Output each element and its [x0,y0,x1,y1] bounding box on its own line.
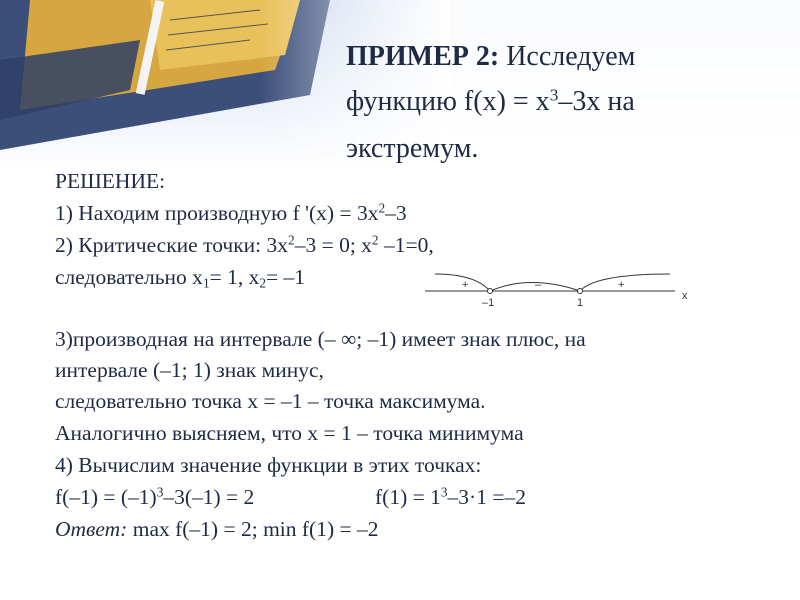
step-1-sup: 2 [378,200,386,216]
sign-2: – [535,279,542,291]
step-2-c: –1=0, [378,233,434,257]
step-1-text: 1) Находим производную f '(x) = 3x [55,201,379,225]
axis-label-x: x [682,290,688,302]
step-3-line4: Аналогично выясняем, что x = 1 – точка минимума [55,421,524,445]
step-2-sup1: 2 [288,232,295,248]
title-line2-tail: –3x на [558,86,635,117]
calc-line-b [375,485,526,510]
point-one [578,289,583,294]
step-2-sup2: 2 [371,232,379,248]
step-3-line2: интервале (–1; 1) знак минус, [55,358,324,382]
answer-line [55,517,379,542]
slide-title [346,34,766,171]
step-2b-sub1: 1 [202,275,210,291]
sign-chart [420,266,700,312]
answer-text: max f(–1) = 2; min f(1) = –2 [127,517,379,541]
calc-line-a [55,485,254,510]
step-2b-a: следовательно x [55,265,203,289]
title-line3: экстремум. [346,133,479,164]
step-2b-b: = 1, x [209,265,260,289]
step-2-b: –3 = 0; x [294,233,372,257]
title-lead: ПРИМЕР 2: [346,41,500,72]
sign-arc-right [580,274,670,291]
step-3-line3: следовательно точка x = –1 – точка максимума. [55,389,486,413]
label-point-2: 1 [577,297,584,309]
answer-label: Ответ: [55,517,128,541]
calc-a-sup: 3 [156,484,164,500]
step-1-tail: –3 [385,201,407,225]
step-2-a: 2) Критические точки: 3x [55,233,289,257]
solution-heading: РЕШЕНИЕ: [55,169,166,193]
sign-arc-left [435,274,580,291]
calc-b: f(1) = 1 [375,485,441,509]
calc-a-tail: –3(–1) = 2 [163,485,255,509]
calc-b-tail: –3·1 =–2 [447,485,526,509]
sign-1: + [462,279,469,291]
title-line2: функцию f(x) = x [346,86,550,117]
step-2b-c: = –1 [266,265,306,289]
step-2b-sub2: 2 [259,275,267,291]
step-4: 4) Вычислим значение функции в этих точках: [55,453,482,477]
step-2 [55,233,434,258]
point-minus-one [488,289,493,294]
step-3-line1: 3)производная на интервале (– ∞; –1) имеет знак плюс, на [55,327,586,351]
step-2b [55,265,305,290]
calc-b-sup: 3 [440,484,448,500]
calc-a: f(–1) = (–1) [55,485,157,509]
step-1 [55,201,407,226]
title-sup: 3 [549,85,559,105]
label-point-1: –1 [482,297,495,309]
sign-3: + [618,279,625,291]
title-rest: Исследуем [499,41,636,72]
